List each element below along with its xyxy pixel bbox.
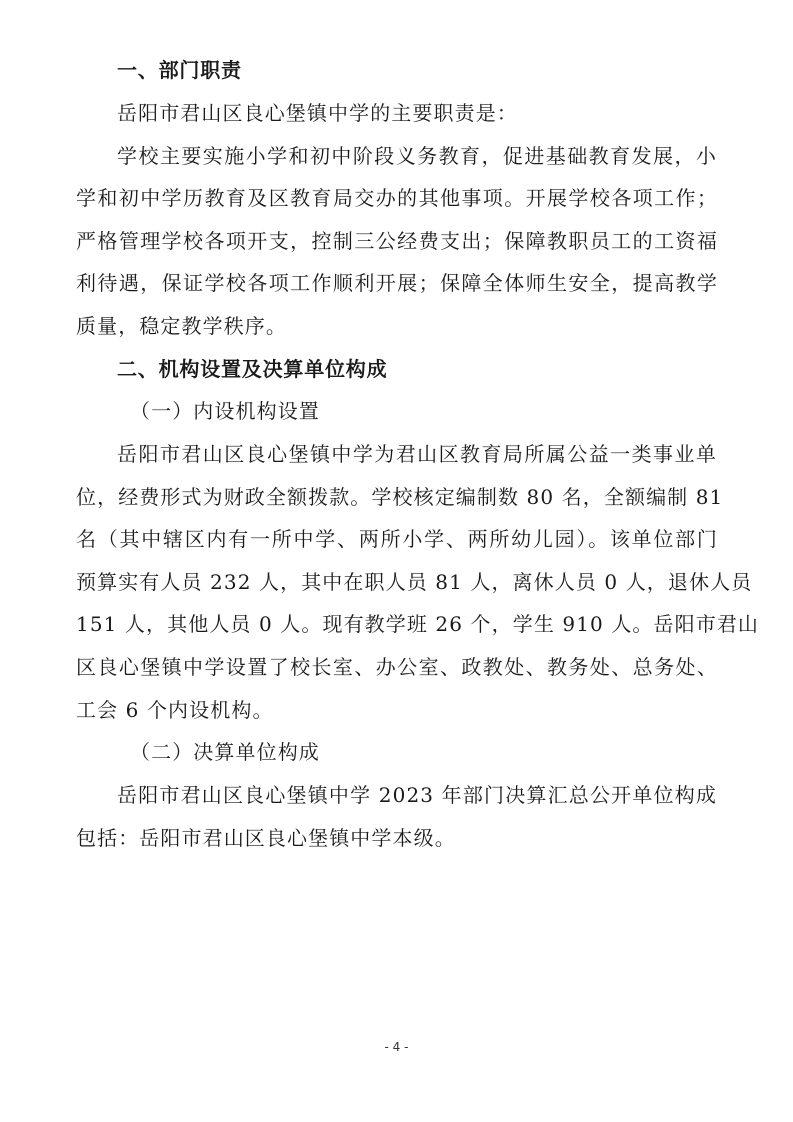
subsection-heading-internal-structure: （一）内设机构设置 xyxy=(130,399,320,423)
paragraph-line: 151 人，其他人员 0 人。现有教学班 26 个，学生 910 人。岳阳市君山 xyxy=(76,612,760,636)
section-heading-structure: 二、机构设置及决算单位构成 xyxy=(117,357,388,381)
paragraph-line: 包括：岳阳市君山区良心堡镇中学本级。 xyxy=(76,826,456,850)
paragraph-line: 区良心堡镇中学设置了校长室、办公室、政教处、教务处、总务处、 xyxy=(76,655,718,679)
paragraph-line: 名（其中辖区内有一所中学、两所小学、两所幼儿园）。该单位部门 xyxy=(76,527,718,551)
paragraph-line: 岳阳市君山区良心堡镇中学 2023 年部门决算汇总公开单位构成 xyxy=(117,783,717,807)
duties-intro: 岳阳市君山区良心堡镇中学的主要职责是： xyxy=(117,101,518,125)
paragraph-line: 利待遇，保证学校各项工作顺利开展；保障全体师生安全，提高教学 xyxy=(76,271,718,295)
paragraph-line: 预算实有人员 232 人，其中在职人员 81 人，离休人员 0 人，退休人员 xyxy=(76,570,753,594)
paragraph-line: 质量，稳定教学秩序。 xyxy=(76,314,287,338)
paragraph-line: 严格管理学校各项开支，控制三公经费支出；保障教职员工的工资福 xyxy=(76,229,718,253)
paragraph-line: 岳阳市君山区良心堡镇中学为君山区教育局所属公益一类事业单 xyxy=(117,442,717,466)
paragraph-line: 学和初中学历教育及区教育局交办的其他事项。开展学校各项工作； xyxy=(76,186,718,210)
paragraph-line: 位，经费形式为财政全额拨款。学校核定编制数 80 名，全额编制 81 xyxy=(76,485,724,509)
section-heading-duties: 一、部门职责 xyxy=(117,58,242,82)
page-number: - 4 - xyxy=(384,1040,409,1054)
paragraph-line: 工会 6 个内设机构。 xyxy=(76,698,274,722)
subsection-heading-accounting-units: （二）决算单位构成 xyxy=(130,740,320,764)
paragraph-line: 学校主要实施小学和初中阶段义务教育，促进基础教育发展，小 xyxy=(117,144,717,168)
